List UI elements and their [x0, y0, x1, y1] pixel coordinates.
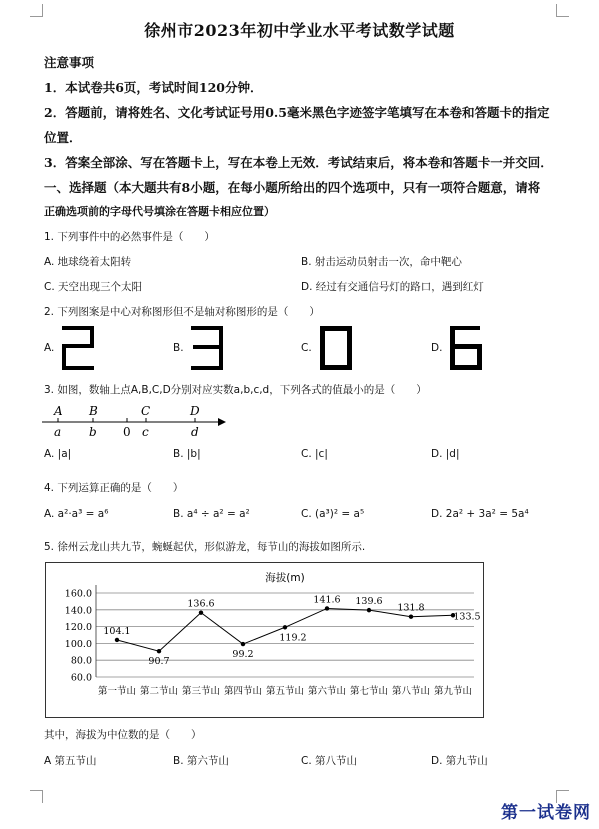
data-point: [367, 608, 371, 612]
question-1-stem: 1. 下列事件中的必然事件是（ ）: [44, 231, 215, 243]
x-tick-label: 第六节山: [307, 686, 347, 697]
x-tick-label: 第四节山: [223, 686, 263, 697]
value-c-label: c: [142, 425, 149, 439]
note-item: 3．答案全部涂、写在答题卡上，写在本卷上无效．考试结束后，将本卷和答题卡一并交回．: [44, 155, 553, 170]
value-b-label: b: [89, 425, 97, 439]
q1-option-c: C. 天空出现三个太阳: [44, 281, 143, 293]
data-point: [325, 606, 329, 610]
page-title: 徐州市2023年初中学业水平考试数学试题: [144, 21, 455, 40]
data-label: 141.6: [313, 594, 341, 606]
section-heading-cont: 正确选项前的字母代号填涂在答题卡相应位置）: [44, 205, 275, 218]
data-label: 131.8: [397, 602, 425, 614]
q3-option-d: D. |d|: [431, 448, 460, 460]
y-tick-label: 60.0: [70, 672, 92, 684]
x-tick-label: 第二节山: [139, 686, 179, 697]
x-tick-label: 第九节山: [433, 686, 473, 697]
q3-option-a: A. |a|: [44, 448, 72, 460]
site-watermark: 第一试卷网: [501, 803, 591, 823]
section-heading: 一、选择题（本大题共有8小题，在每小题所给出的四个选项中，只有一项符合题意，请将: [44, 180, 541, 195]
digit-3-figure: [187, 322, 227, 372]
q2-option-a-label: A.: [44, 342, 55, 354]
q5-option-b: B. 第六节山: [173, 755, 229, 767]
y-tick-label: 140.0: [64, 605, 92, 617]
corner-mark: [556, 4, 569, 17]
data-point: [157, 649, 161, 653]
point-c-label: C: [141, 404, 151, 418]
data-point: [241, 642, 245, 646]
x-tick-label: 第八节山: [391, 686, 431, 697]
digit-6-figure: [446, 322, 486, 372]
digit-0-icon: [316, 322, 356, 372]
point-b-label: B: [89, 404, 98, 418]
question-4-stem: 4. 下列运算正确的是（ ）: [44, 482, 184, 494]
data-label: 139.6: [355, 596, 383, 608]
digit-2-icon: [58, 322, 98, 372]
x-tick-label: 第五节山: [265, 686, 305, 697]
q5-option-c: C. 第八节山: [301, 755, 358, 767]
q4-option-c: C. (a³)² = a⁵: [301, 508, 365, 520]
q1-option-b: B. 射击运动员射击一次，命中靶心: [301, 256, 462, 268]
data-point: [115, 638, 119, 642]
q2-option-c-label: C.: [301, 342, 312, 354]
q3-option-b: B. |b|: [173, 448, 201, 460]
q2-option-d-label: D.: [431, 342, 443, 354]
q5-option-a: A 第五节山: [44, 755, 97, 767]
number-line: [40, 402, 230, 442]
note-item: 位置．: [44, 130, 82, 145]
digit-6-icon: [446, 322, 486, 372]
q4-option-a: A. a²·a³ = a⁶: [44, 508, 109, 520]
y-tick-label: 160.0: [64, 588, 92, 600]
question-5-after: 其中，海拔为中位数的是（ ）: [44, 729, 202, 741]
data-label: 136.6: [187, 598, 215, 610]
digit-0-figure: [316, 322, 356, 372]
data-label: 104.1: [103, 625, 131, 637]
altitude-chart: [46, 563, 483, 717]
data-point: [283, 625, 287, 629]
x-tick-label: 第三节山: [181, 686, 221, 697]
note-item: 2．答题前，请将姓名、文化考试证号用0.5毫米黑色字迹签字笔填写在本卷和答题卡的指定: [44, 105, 550, 120]
zero-label: 0: [123, 425, 131, 439]
q1-option-d: D. 经过有交通信号灯的路口，遇到红灯: [301, 281, 484, 293]
q5-option-d: D. 第九节山: [431, 755, 488, 767]
x-tick-label: 第一节山: [97, 686, 137, 697]
q3-option-c: C. |c|: [301, 448, 328, 460]
question-5-stem: 5. 徐州云龙山共九节，蜿蜒起伏，形似游龙，每节山的海拔如图所示.: [44, 541, 366, 553]
q1-option-a: A. 地球绕着太阳转: [44, 256, 132, 268]
data-point: [409, 614, 413, 618]
chart-title: 海拔(m): [265, 572, 305, 584]
data-label: 119.2: [279, 632, 307, 644]
value-a-label: a: [54, 425, 62, 439]
question-2-stem: 2. 下列图案是中心对称图形但不是轴对称图形的是（ ）: [44, 306, 320, 318]
q4-option-b: B. a⁴ ÷ a² = a²: [173, 508, 250, 520]
x-tick-label: 第七节山: [349, 686, 389, 697]
series-line: [117, 608, 453, 651]
q2-option-b-label: B.: [173, 342, 184, 354]
q4-option-d: D. 2a² + 3a² = 5a⁴: [431, 508, 529, 520]
note-item: 1．本试卷共6页，考试时间120分钟．: [44, 80, 263, 95]
y-tick-label: 120.0: [64, 622, 92, 634]
digit-2-figure: [58, 322, 98, 372]
altitude-chart-frame: [45, 562, 484, 718]
data-point: [199, 610, 203, 614]
digit-3-icon: [187, 322, 227, 372]
point-a-label: A: [54, 404, 63, 418]
question-3-stem: 3. 如图，数轴上点A,B,C,D分别对应实数a,b,c,d，下列各式的值最小的是（ ）: [44, 384, 427, 396]
value-d-label: d: [191, 425, 199, 439]
data-label: 99.2: [232, 649, 254, 661]
data-label: 133.5: [453, 611, 481, 623]
corner-mark: [30, 790, 43, 803]
corner-mark: [30, 4, 43, 17]
y-tick-label: 100.0: [64, 638, 92, 650]
y-tick-label: 80.0: [70, 655, 92, 667]
data-label: 90.7: [148, 656, 170, 668]
point-d-label: D: [190, 404, 200, 418]
notes-heading: 注意事项: [44, 55, 95, 70]
